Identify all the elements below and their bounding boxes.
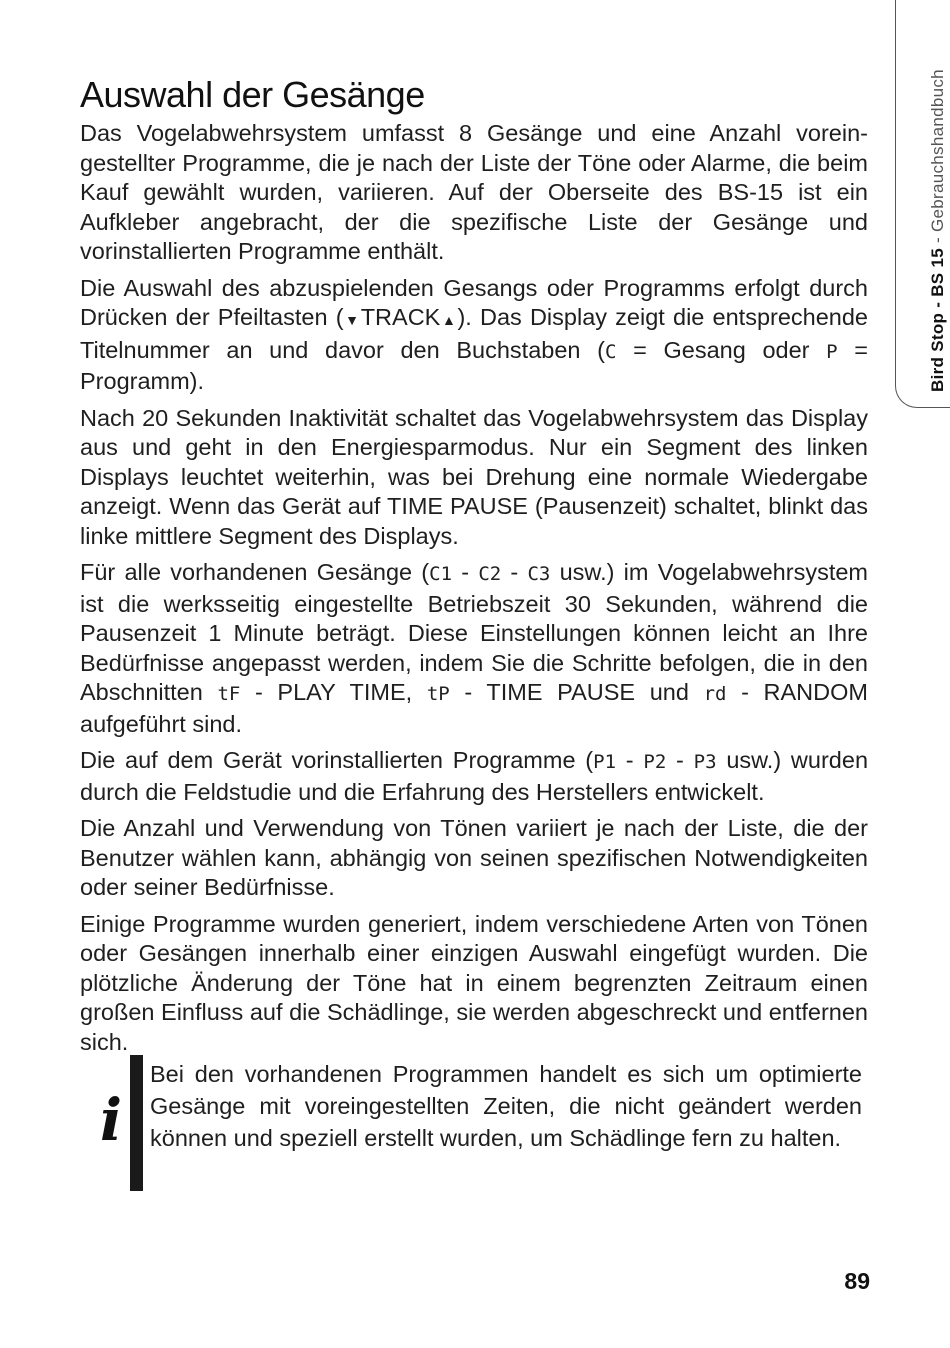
separator: - [928, 232, 947, 249]
p4-text-b: usw.) im Vogelabwehrsystem ist die werksseitig eingestellte Betriebszeit 30 Sekunden, während die Pausenzeit 1 Minute beträgt. Diese Einstellungen können leicht an Ihre Bedürfnisse angepasst werden, indem Sie die Schritte befolgen, die in den Abschnitten [80, 559, 868, 705]
brand-label: Bird Stop - BS 15 [928, 248, 947, 392]
p5-text-b: usw.) wurden durch die Feldstudie und die Erfahrung des Herstellers entwickelt. [80, 747, 869, 805]
note-bar [130, 1055, 143, 1191]
paragraph-2 [80, 274, 868, 397]
lcd-symbol-tf: tF [217, 683, 241, 705]
p4-text-e: - RANDOM aufgeführt sind. [80, 679, 868, 737]
p2-text-d: = Programm). [80, 336, 868, 394]
page-number: 89 [844, 1268, 870, 1294]
arrow-down-icon: ▼ [343, 312, 361, 328]
p5-sep-1: - [616, 747, 644, 773]
lcd-symbol-p2: P2 [643, 751, 667, 773]
p5-text-a: Die auf dem Gerät vorinstallierten Programme ( [80, 747, 594, 773]
lcd-symbol-p1: P1 [593, 751, 617, 773]
lcd-symbol-c1: C1 [429, 563, 453, 585]
info-icon: i [99, 1086, 123, 1154]
paragraph-5 [80, 746, 868, 807]
page-title: Auswahl der Gesänge [80, 74, 425, 115]
manual-label: Gebrauchshandbuch [928, 69, 947, 233]
lcd-symbol-c3: C3 [527, 563, 551, 585]
paragraph-6: Die Anzahl und Verwendung von Tönen variiert je nach der Liste, die der Benutzer wählen kann, abhängig von seinen spezifischen Notwendigkeiten oder seiner Bedürfnisse. [80, 815, 868, 900]
p2-text-c: = Gesang oder [616, 336, 827, 363]
lcd-symbol-p: P [826, 340, 838, 363]
p4-text-a: Für alle vorhandenen Gesänge ( [80, 559, 430, 585]
lcd-symbol-tp: tP [426, 683, 450, 705]
arrow-up-icon: ▲ [440, 312, 458, 328]
p4-sep-2: - [501, 559, 528, 585]
p4-sep-1: - [452, 559, 479, 585]
paragraph-4 [80, 558, 868, 739]
lcd-symbol-c2: C2 [478, 563, 502, 585]
p5-sep-2: - [666, 747, 694, 773]
note-text: Bei den vorhandenen Programmen handelt es sich um optimierte Gesänge mit voreingestellten Zeiten, die nicht geändert werden können und speziell erstellt wurden, um Schädlinge fern zu halten. [150, 1061, 862, 1151]
lcd-symbol-c: C [604, 340, 617, 363]
body-text [80, 119, 868, 1064]
lcd-symbol-rd: rd [703, 683, 727, 705]
side-tab-label [928, 69, 948, 392]
p2-text-b: ). Das Display zeigt die entsprechende Titelnummer an und davor den Buchstaben ( [80, 304, 869, 363]
paragraph-3: Nach 20 Sekunden Inaktivität schaltet das Vogelabwehrsystem das Display aus und geht in den Energiesparmodus. Nur ein Segment des linken Displays leuchtet weiterhin, was bei Drehung eine normale Wiedergabe anzeigt. Wenn das Gerät auf TIME PAUSE (Pausenzeit) schaltet, blinkt das linke mittlere Segment des Displays. [80, 404, 868, 549]
p2-text-a: Die Auswahl des abzuspielenden Gesangs oder Programms erfolgt durch Drücken der Pfeiltasten ( [80, 274, 868, 330]
lcd-symbol-p3: P3 [693, 751, 717, 773]
p4-text-c: - PLAY TIME, [240, 679, 427, 705]
paragraph-7: Einige Programme wurden generiert, indem verschiedene Arten von Tönen oder Gesängen innerhalb einer einzigen Auswahl eingefügt wurden. Die plötzliche Änderung der Töne hat in einem begrenzten Zeitraum einen großen Einfluss auf die Schädlinge, sie werden abgeschreckt und entfernen sich. [80, 910, 868, 1055]
p4-text-d: - TIME PAUSE und [449, 679, 704, 705]
track-label: TRACK [360, 304, 441, 330]
paragraph-1: Das Vogelabwehrsystem umfasst 8 Gesänge und eine Anzahl voreingestellter Programme, die je nach der Liste der Töne oder Alarme, die beim Kauf gewählt wurden, variieren. Auf der Oberseite des BS-15 ist ein Aufkleber angebracht, der die spezifische Liste der Gesänge und vorinstallierten Programme enthält. [80, 120, 868, 264]
